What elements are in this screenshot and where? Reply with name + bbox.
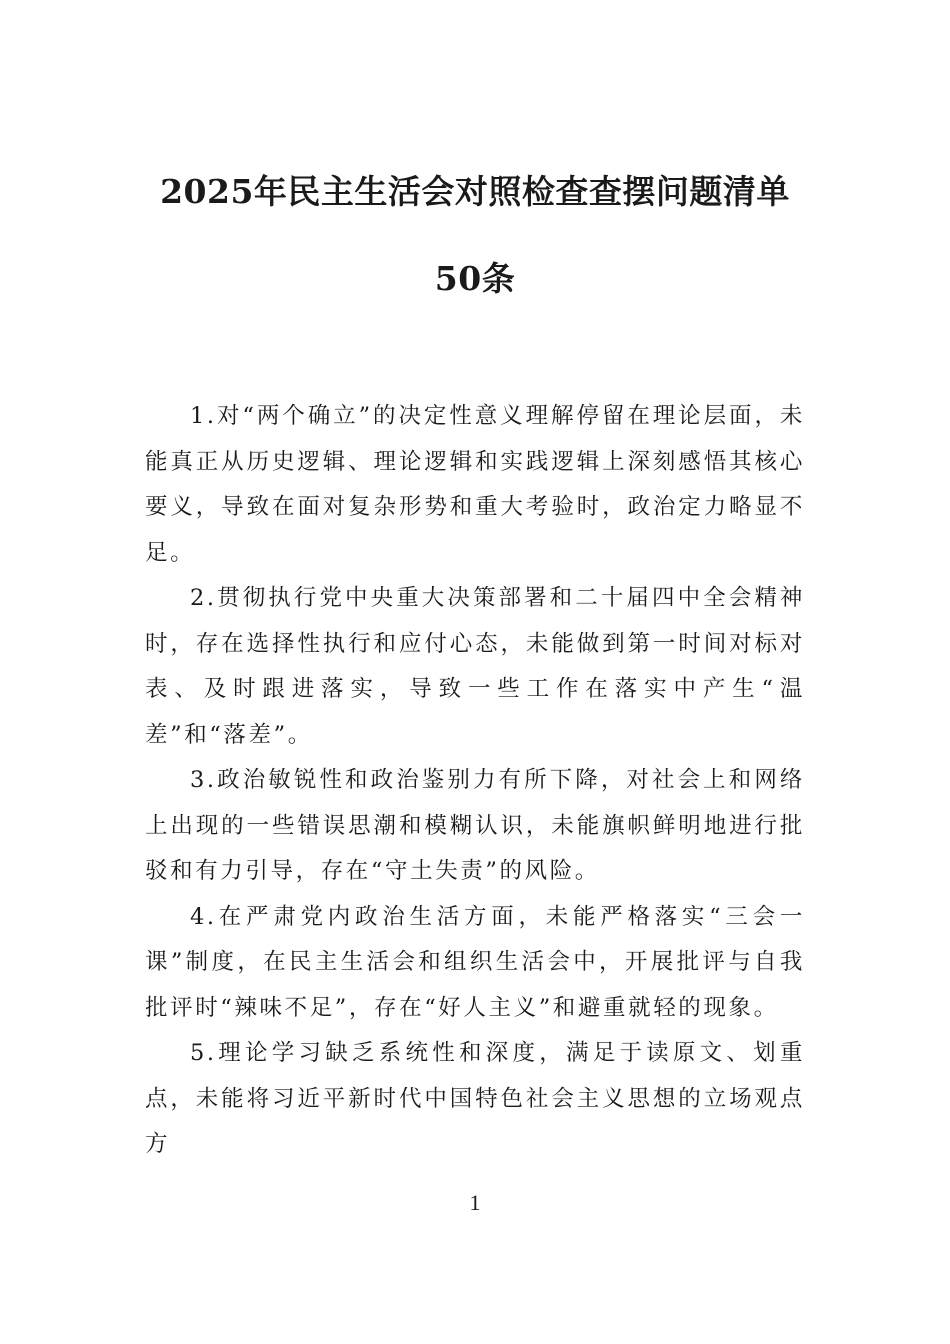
document-body <box>145 394 805 1168</box>
paragraph-5: 5.理论学习缺乏系统性和深度，满足于读原文、划重点，未能将习近平新时代中国特色社会主义思想的立场观点方 <box>145 1040 805 1157</box>
title-line-2: 50条 <box>434 259 516 298</box>
title-line-1: 2025年民主生活会对照检查查摆问题清单 <box>160 172 790 211</box>
page-number: 1 <box>469 1190 481 1215</box>
paragraph-4: 4.在严肃党内政治生活方面，未能严格落实“三会一课”制度，在民主生活会和组织生活会中，开展批评与自我批评时“辣味不足”，存在“好人主义”和避重就轻的现象。 <box>145 903 805 1021</box>
paragraph-3: 3.政治敏锐性和政治鉴别力有所下降，对社会上和网络上出现的一些错误思潮和模糊认识，未能旗帜鲜明地进行批驳和有力引导，存在“守土失责”的风险。 <box>145 767 805 884</box>
paragraph-2: 2.贯彻执行党中央重大决策部署和二十届四中全会精神时，存在选择性执行和应付心态，未能做到第一时间对标对表、及时跟进落实，导致一些工作在落实中产生“温差”和“落差”。 <box>145 585 805 748</box>
document-title <box>120 164 830 338</box>
paragraph-1: 1.对“两个确立”的决定性意义理解停留在理论层面，未能真正从历史逻辑、理论逻辑和实践逻辑上深刻感悟其核心要义，导致在面对复杂形势和重大考验时，政治定力略显不足。 <box>145 403 805 566</box>
